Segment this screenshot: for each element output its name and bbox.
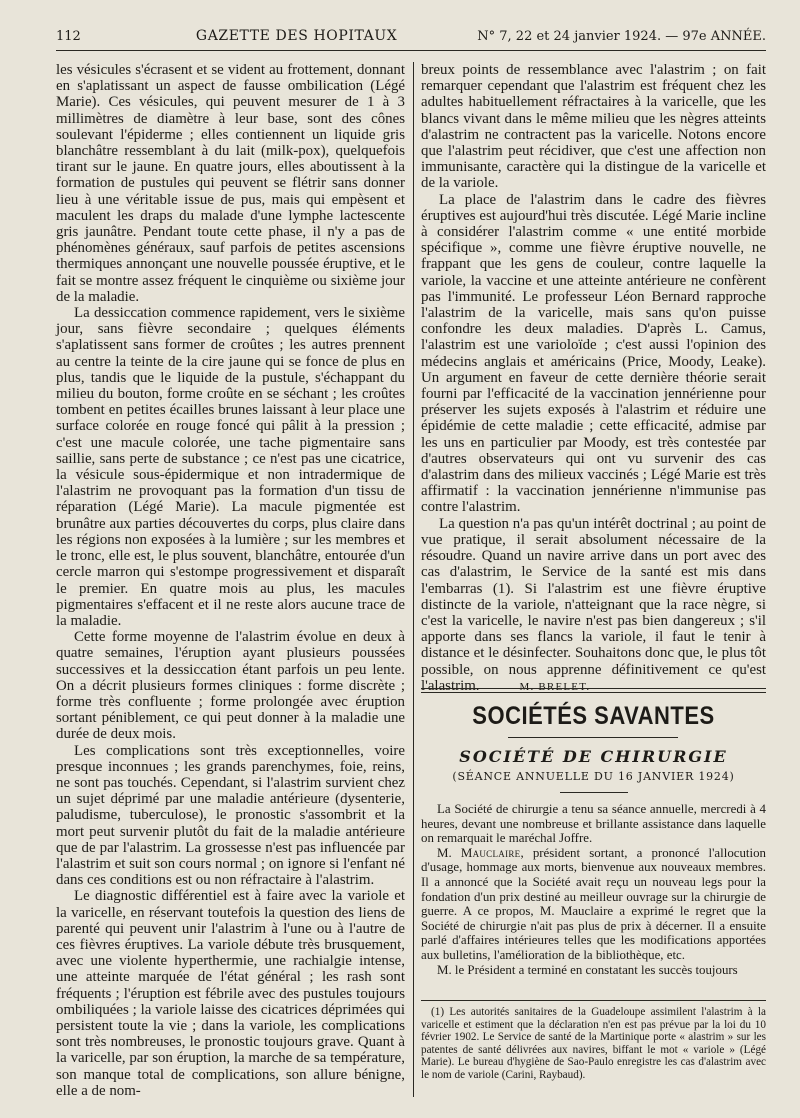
author-signature: M. BRELET. [519, 680, 591, 693]
paragraph: M. le Président a terminé en constatant les succès toujours [437, 962, 738, 977]
column-divider [413, 62, 414, 1097]
paragraph-text: , président sortant, a prononcé l'allocution d'usage, hommage aux morts, bienvenue aux nouveaux membres. Il a annoncé que la Société avait reçu un nouveau legs pour la fondation d'un prix destiné au meilleur ouvrage sur la chirurgie de guerre. A ce propos, M. Mauclaire a exprimé le regret que la Société de chirurgie n'ait pas plus de prix à décerner. Il a ensuite parlé d'affaires intérieures telles que les modifications apportées aux bulletins, l'amélioration de la bibliothèque, etc. [421, 845, 766, 962]
footnote-rule [421, 1000, 766, 1001]
paragraph: La dessiccation commence rapidement, vers le sixième jour, sans fièvre secondaire ; quelques éléments s'aplatissent sans former de croûtes ; les autres prennent au centre la teinte de la cire jaune qui se fonce de plus en plus, tandis que le liquide de la pustule, s'échappant du milieu du bouton, forme croûte en se séchant ; les croûtes tombent en petites écailles brunes laissant à leur place une surface colorée en rouge foncé qui pâlit à la pression ; c'est une macule colorée, une tache pigmentaire sans saillie, sans perte de substance ; ce n'est pas une cicatrice, la vésicule sous-épidermique et non intradermique de l'alastrim ne provoquant pas la formation d'un tissu de réparation (Légé Marie). La macule pigmentée est brunâtre aux parties découvertes du corps, plus claire dans les régions non exposées à la lumière ; sur les membres et le tronc, elle est, le plus souvent, blanchâtre, entourée d'un cercle marron qui s'estompe progressivement et disparaît le premier. En quatre mois au plus, les macules pigmentaires s'effacent et il ne reste alors aucune trace de la maladie. [56, 305, 405, 629]
title-rule [508, 737, 678, 738]
page-number: 112 [56, 29, 81, 44]
section-double-rule [421, 688, 766, 693]
small-rule [560, 792, 628, 793]
section-title: SOCIÉTÉS SAVANTES [472, 701, 715, 730]
society-report [421, 802, 766, 977]
paragraph: Le diagnostic différentiel est à faire avec la variole et la varicelle, en réservant toutefois la question des liens de parenté qui peuvent unir l'alastrim à l'une ou à l'autre de ces fièvres éruptives. La variole débute très brusquement, avec une violente hyperthermie, une rachialgie intense, une atteinte marquée de l'état général ; les rash sont fréquents ; l'éruption est fébrile avec des pustules toujours ombiliquées ; la variole laisse des cicatrices déprimées qui persistent toute la vie ; dans la variole, les complications sont très nombreuses, le pronostic toujours grave. Quant à la varicelle, par son éruption, la marche de sa température, son manque total de complications, son allure bénigne, elle a de nom- [56, 888, 405, 1099]
paragraph: La place de l'alastrim dans le cadre des fièvres éruptives est aujourd'hui très discutée. Légé Marie incline à considérer l'alastrim comme « une entité morbide spécifique », comme une fièvre éruptive nouvelle, ne frappant que les gens de couleur, contre laquelle la variole, la vaccine et une atteinte antérieure ne confèrent pas l'immunité. Le professeur Léon Bernard rapproche l'alastrim de la varicelle, mais sans qu'on puisse confondre les deux maladies. D'après L. Camus, l'alastrim est une varioloïde ; c'est aussi l'opinion des médecins anglais et américains (Price, Moody, Leake). Un argument en faveur de cette dernière théorie serait fourni par l'efficacité de la vaccination jennérienne pour préserver les sujets exposés à l'alastrim et réduire une épidémie de cette maladie ; cette efficacité, admise par les uns en particulier par Moody, est très contestée par d'autres observateurs qui ont vu survenir des cas d'alastrim dans des milieux vaccinés ; Légé Marie est très affirmatif : la vaccination jennérienne n'immunise pas contre l'alastrim. [421, 191, 766, 516]
paragraph [421, 516, 766, 695]
header-rule [56, 50, 766, 51]
paragraph: breux points de ressemblance avec l'alastrim ; on fait remarquer cependant que l'alastrim est fréquent chez les adultes habituellement réfractaires à la varicelle, que les blancs vivant dans le même milieu que les nègres atteints d'alastrim ne contractent pas la varicelle. Notons encore que l'alastrim peut récidiver, que c'est une affection non immunisante, caractère qui la distingue de la varicelle et de la variole. [421, 62, 766, 192]
paragraph: Les complications sont très exceptionnelles, voire presque inconnues ; les grands parenchymes, foie, reins, ne sont pas touchés. Cependant, si l'alastrim survient chez un sujet déprimé par une maladie antérieure (dysenterie, paludisme, tuberculose), le pronostic s'assombrit et la mort peut survenir plutôt du fait de la maladie antérieure que de par l'alastrim. La grossesse n'est pas influencée par l'alastrim et suit son cours normal ; on ignore si l'enfant né dans ces conditions est ou non réfractaire à l'alastrim. [56, 742, 405, 889]
issue-info: N° 7, 22 et 24 janvier 1924. — 97e ANNÉE. [477, 29, 766, 44]
left-column [56, 62, 405, 1099]
paragraph: Cette forme moyenne de l'alastrim évolue en deux à quatre semaines, l'éruption ayant plusieurs poussées successives et la dessiccation étant parfois un peu lente. On a décrit plusieurs formes cliniques : forme discrète ; forme très confluente ; forme prolongée avec éruption sortant péniblement, ce qui peut donner à la maladie une durée de deux mois. [56, 629, 405, 743]
subsection-title: SOCIÉTÉ DE CHIRURGIE [459, 747, 728, 766]
journal-title: GAZETTE DES HOPITAUX [195, 28, 398, 44]
paragraph-text: La question n'a pas qu'un intérêt doctrinal ; au point de vue pratique, il serait absolument nécessaire de la résoudre. Quand un navire arrive dans un port avec des cas d'alastrim, le Service de la santé est mis dans l'embarras (1). Si l'alastrim est une fièvre éruptive distincte de la variole, n'atteignant que la race nègre, si c'est la varicelle, le navire n'est pas bien dangereux ; s'il apporte dans ses flancs la variole, il faut le tenir à distance et le désinfecter. Souhaitons donc que, le plus tôt possible, on nous apprenne définitivement ce qu'est l'alastrim. [421, 515, 766, 694]
person-name: Mauclaire [460, 845, 521, 860]
footnote [421, 1006, 766, 1081]
right-column [421, 62, 766, 695]
footnote-text: (1) Les autorités sanitaires de la Guadeloupe assimilent l'alastrim à la varicelle et estiment que la déclaration n'en est pas prévue par la loi du 10 février 1902. Le Service de santé de la Martinique porte « alastrim » sur les patentes de santé délivrées aux navires, biffant le mot « variole » (Légé Marie). Le bureau d'hygiène de Sao-Paulo enregistre les cas d'alastrim avec le nom de variole (Carini, Raybaud). [421, 1006, 766, 1081]
meeting-date: (SÉANCE ANNUELLE DU 16 JANVIER 1924) [452, 770, 735, 783]
paragraph: les vésicules s'écrasent et se vident au frottement, donnant en s'aplatissant un aspect de fausse ombilication (Légé Marie). Ces vésicules, qui peuvent mesurer de 1 à 3 millimètres de diamètre à leur base, sont des cônes soulevant l'épiderme ; elles contiennent un liquide gris blanchâtre ressemblant à du lait (milk-pox), quelquefois tirant sur le jaune. En quatre jours, elles aboutissent à la formation de pustules qui peuvent se flétrir sans donner lieu à une véritable issue de pus, mais qui empèsent et maculent les draps du malade d'une lymphe lactescente gris jaunâtre. Pendant toute cette phase, il n'y a pas de phénomènes généraux, sauf parfois de petites ascensions thermiques annonçant une nouvelle poussée éruptive, et le fait se montre assez fréquent le cinquième ou sixième jour de la maladie. [56, 62, 405, 305]
page-header [56, 28, 766, 50]
paragraph: La Société de chirurgie a tenu sa séance annuelle, mercredi à 4 heures, devant une nombreuse et brillante assistance dans laquelle on remarquait le maréchal Joffre. [421, 802, 766, 846]
paragraph [421, 846, 766, 963]
text-prefix: M. [437, 845, 461, 860]
